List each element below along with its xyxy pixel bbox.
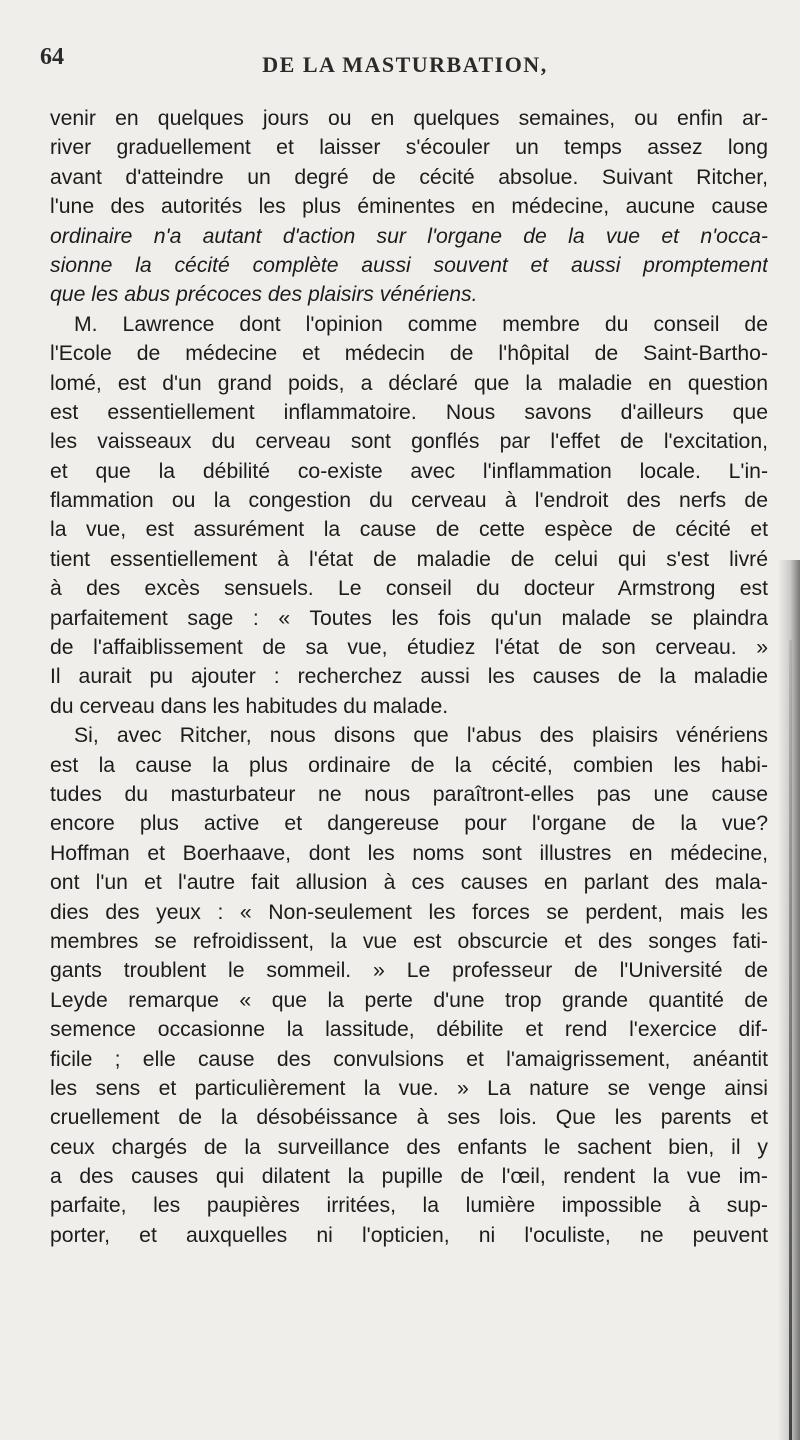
page-header <box>40 44 770 84</box>
text-line: de l'affaiblissement de sa vue, étudiez l'état de son cerveau. » <box>50 636 768 660</box>
text-line: ceux chargés de la surveillance des enfants le sachent bien, il y <box>50 1135 768 1159</box>
text-line: venir en quelques jours ou en quelques semaines, ou enfin ar- <box>50 107 768 130</box>
text-line: sionne la cécité complète aussi souvent et aussi promptement <box>50 253 768 277</box>
text-line: Leyde remarque « que la perte d'une trop grande quantité de <box>50 988 768 1012</box>
text-line: est essentiellement inflammatoire. Nous savons d'ailleurs que <box>50 400 768 424</box>
text-line: tudes du masturbateur ne nous paraîtront-elles pas une cause <box>50 782 768 806</box>
text-line: gants troublent le sommeil. » Le professeur de l'Université de <box>50 959 768 983</box>
text-line: parfaite, les paupières irritées, la lumière impossible à sup- <box>50 1194 768 1218</box>
text-line: flammation ou la congestion du cerveau à l'endroit des nerfs de <box>50 489 768 513</box>
text-line: du cerveau dans les habitudes du malade. <box>50 694 449 718</box>
text-line: la vue, est assurément la cause de cette espèce de cécité et <box>50 518 768 542</box>
text-line: Il aurait pu ajouter : recherchez aussi les causes de la maladie <box>50 665 768 689</box>
text-line: l'Ecole de médecine et médecin de l'hôpital de Saint-Bartho- <box>50 342 768 366</box>
running-head: DE LA MASTURBATION, <box>262 52 548 77</box>
text-line: tient essentiellement à l'état de maladie de celui qui s'est livré <box>50 547 768 571</box>
page-edge-line <box>789 640 792 1440</box>
text-line: est la cause la plus ordinaire de la cécité, combien les habi- <box>50 753 768 777</box>
text-line: M. Lawrence dont l'opinion comme membre du conseil de <box>74 312 768 336</box>
text-line: encore plus active et dangereuse pour l'organe de la vue? <box>50 812 768 836</box>
text-line: cruellement de la désobéissance à ses lois. Que les parents et <box>50 1106 768 1130</box>
text-line: lomé, est d'un grand poids, a déclaré que la maladie en question <box>50 371 768 395</box>
text-line: que les abus précoces des plaisirs vénériens. <box>50 283 478 307</box>
text-line: et que la débilité co-existe avec l'inflammation locale. L'in- <box>50 459 768 483</box>
text-line: ordinaire n'a autant d'action sur l'organe de la vue et n'occa- <box>50 224 768 248</box>
text-line: l'une des autorités les plus éminentes en médecine, aucune cause <box>50 195 768 219</box>
text-line: parfaitement sage : « Toutes les fois qu'un malade se plaindra <box>50 606 768 630</box>
text-line: ficile ; elle cause des convulsions et l'amaigrissement, anéantit <box>50 1047 768 1071</box>
text-line: à des excès sensuels. Le conseil du docteur Armstrong est <box>50 577 768 601</box>
text-line: les vaisseaux du cerveau sont gonflés par l'effet de l'excitation, <box>50 430 768 454</box>
text-line: avant d'atteindre un degré de cécité absolue. Suivant Ritcher, <box>50 165 768 189</box>
text-line: semence occasionne la lassitude, débilite et rend l'exercice dif- <box>50 1018 768 1042</box>
text-line: Si, avec Ritcher, nous disons que l'abus des plaisirs vénériens <box>74 724 768 748</box>
text-line: a des causes qui dilatent la pupille de l'œil, rendent la vue im- <box>50 1165 768 1189</box>
text-line: Hoffman et Boerhaave, dont les noms sont illustres en médecine, <box>50 841 768 865</box>
text-line: les sens et particulièrement la vue. » La nature se venge ainsi <box>50 1076 768 1100</box>
text-line: ont l'un et l'autre fait allusion à ces causes en parlant des mala- <box>50 871 768 895</box>
text-line: river graduellement et laisser s'écouler un temps assez long <box>50 136 768 160</box>
text-line: porter, et auxquelles ni l'opticien, ni l'oculiste, ne peuvent <box>50 1223 768 1247</box>
body-text <box>50 104 768 1250</box>
text-line: membres se refroidissent, la vue est obscurcie et des songes fati- <box>50 929 768 953</box>
page-number: 64 <box>40 44 64 70</box>
text-line: dies des yeux : « Non-seulement les forces se perdent, mais les <box>50 900 768 924</box>
